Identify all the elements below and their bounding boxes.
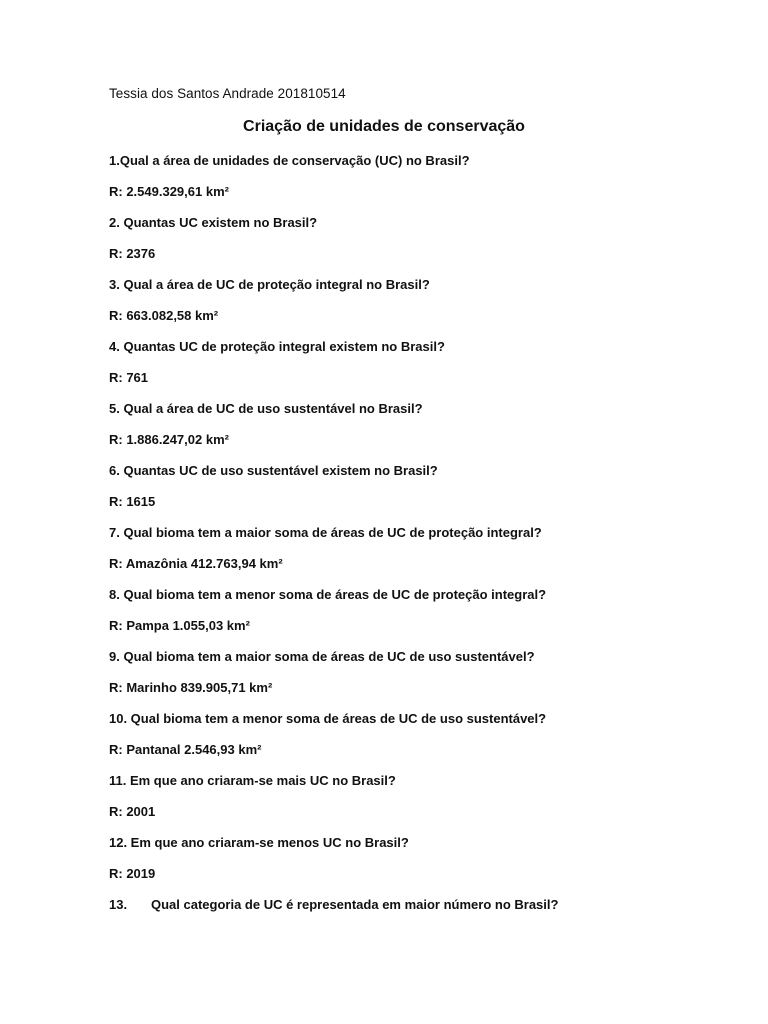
author-line: Tessia dos Santos Andrade 201810514 (109, 86, 346, 101)
document-title: Criação de unidades de conservação (243, 118, 525, 135)
answer-1: R: 2.549.329,61 km² (109, 184, 229, 199)
question-11: 11. Em que ano criaram-se mais UC no Brasil? (109, 773, 396, 788)
answer-8: R: Pampa 1.055,03 km² (109, 618, 250, 633)
question-13-text: Qual categoria de UC é representada em maior número no Brasil? (151, 897, 559, 912)
answer-9: R: Marinho 839.905,71 km² (109, 680, 273, 695)
answer-11: R: 2001 (109, 804, 156, 819)
question-13 (109, 896, 558, 914)
question-12: 12. Em que ano criaram-se menos UC no Brasil? (109, 835, 409, 850)
question-3: 3. Qual a área de UC de proteção integral no Brasil? (109, 277, 430, 292)
answer-4: R: 761 (109, 370, 149, 385)
question-7: 7. Qual bioma tem a maior soma de áreas de UC de proteção integral? (109, 525, 542, 540)
question-10: 10. Qual bioma tem a menor soma de áreas de UC de uso sustentável? (109, 711, 547, 726)
answer-2: R: 2376 (109, 246, 156, 261)
answer-10: R: Pantanal 2.546,93 km² (109, 742, 262, 757)
question-9: 9. Qual bioma tem a maior soma de áreas de UC de uso sustentável? (109, 649, 535, 664)
question-5: 5. Qual a área de UC de uso sustentável no Brasil? (109, 401, 423, 416)
answer-12: R: 2019 (109, 866, 156, 881)
question-2: 2. Quantas UC existem no Brasil? (109, 215, 318, 230)
question-6: 6. Quantas UC de uso sustentável existem no Brasil? (109, 463, 438, 478)
question-13-number: 13. (109, 897, 128, 912)
answer-6: R: 1615 (109, 494, 156, 509)
question-8: 8. Qual bioma tem a menor soma de áreas de UC de proteção integral? (109, 587, 547, 602)
answer-3: R: 663.082,58 km² (109, 308, 219, 323)
answer-7: R: Amazônia 412.763,94 km² (109, 556, 283, 571)
question-1: 1.Qual a área de unidades de conservação (UC) no Brasil? (109, 153, 470, 168)
question-4: 4. Quantas UC de proteção integral existem no Brasil? (109, 339, 445, 354)
answer-5: R: 1.886.247,02 km² (109, 432, 229, 447)
qa-list (109, 152, 729, 896)
